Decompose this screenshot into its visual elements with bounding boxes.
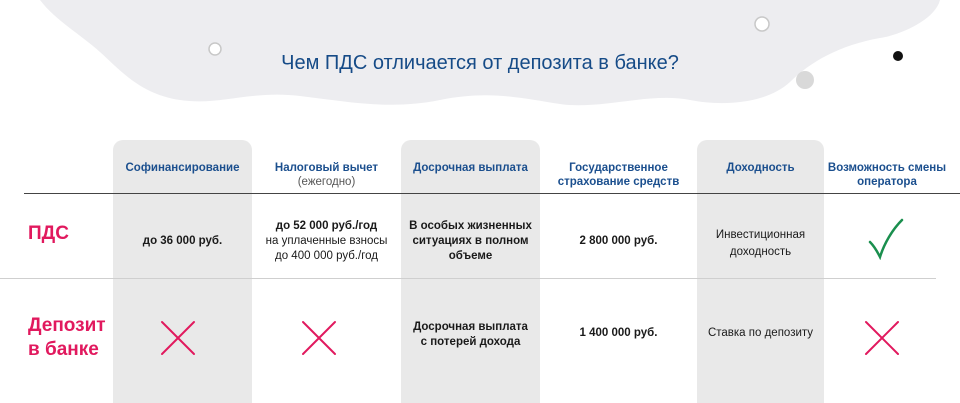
cell-pds-insurance: 2 800 000 руб.: [579, 235, 658, 247]
header-operator-change: [824, 161, 950, 205]
header-label: Софинансирование: [125, 162, 240, 174]
header-state-insurance: [540, 161, 697, 205]
row-label-deposit: Депозит в банке: [28, 315, 106, 360]
header-early-payout: [401, 161, 540, 205]
cell-deposit-early-payout: Досрочная выплата с потерей дохода: [413, 321, 528, 348]
header-label: Налоговый вычет: [274, 162, 379, 174]
cross-icon: [301, 320, 337, 356]
page-title: Чем ПДС отличается от депозита в банке?: [281, 52, 679, 74]
header-cofinancing: [113, 161, 252, 205]
header-label: Государственное страхование средств: [557, 162, 680, 188]
cross-icon: [864, 320, 900, 356]
check-icon: [866, 218, 906, 260]
cell-pds-tax: [252, 219, 401, 264]
cell-pds-cofinancing: до 36 000 руб.: [142, 235, 223, 247]
header-label: Возможность смены оператора: [827, 162, 947, 188]
header-sublabel: (ежегодно): [297, 176, 356, 188]
row-divider: [0, 278, 936, 279]
cell-deposit-insurance: 1 400 000 руб.: [579, 327, 658, 339]
cross-icon: [160, 320, 196, 356]
header-divider: [24, 193, 960, 194]
header-label: Досрочная выплата: [413, 162, 528, 174]
cell-pds-early-payout: В особых жизненных ситуациях в полном объеме: [409, 220, 532, 262]
header-label: Доходность: [726, 162, 795, 174]
tax-amount: до 52 000 руб./год: [275, 220, 378, 232]
header-yield: [697, 161, 824, 205]
cell-deposit-yield: Ставка по депозиту: [707, 327, 814, 339]
tax-note: на уплаченные взносы до 400 000 руб./год: [265, 235, 388, 262]
header-tax-deduction: [252, 161, 401, 205]
row-label-pds: ПДС: [28, 223, 69, 244]
cell-pds-yield: Инвестиционная доходность: [715, 229, 806, 258]
